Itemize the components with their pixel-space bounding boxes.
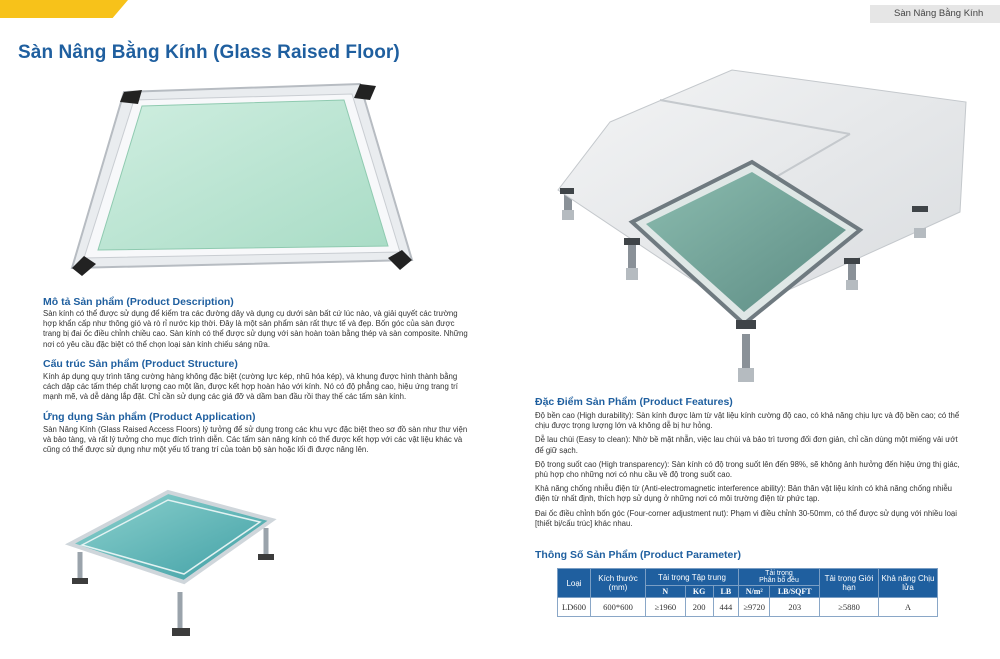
features-heading: Đặc Điểm Sản Phẩm (Product Features) bbox=[535, 396, 733, 408]
cell-size: 600*600 bbox=[591, 598, 646, 617]
th-distributed-top: Tải trọng bbox=[765, 570, 793, 577]
raised-floor-image bbox=[520, 62, 980, 392]
cell-fire: A bbox=[879, 598, 938, 617]
glass-tile-image bbox=[64, 80, 424, 280]
th-n: N bbox=[646, 586, 686, 598]
application-body: Sàn Nâng Kính (Glass Raised Access Floors) lý tưởng để sử dụng trong các khu vực đặc biệt theo sơ đồ sàn như thư viện và bảo tàng, và rất lý tưởng cho mục đích trình diễn. Các tấm sàn nâng kính có thể được kết hợp với các vật liệu khác và cũng có thể được sử dụng như một yếu tố trang trí của toàn bộ sàn hoặc lối đi được nâng lên. bbox=[43, 425, 468, 455]
th-fire: Khả năng Chịu lửa bbox=[879, 569, 938, 598]
th-nm2: N/m² bbox=[738, 586, 769, 598]
th-ultimate: Tải trọng Giới hạn bbox=[820, 569, 879, 598]
table-row bbox=[558, 598, 938, 617]
structure-body: Kính áp dụng quy trình tăng cường hàng không đặc biệt (cường lực kép, nhũ hóa kép), và khung được hình thành bằng cách dập các tấm thép chất lượng cao một lần, được kết hợp hoàn hảo với kính. Nó có độ phẳng cao, hiệu ứng trang trí mạnh mẽ, và dễ dàng lắp đặt. Chỉ cần sử dụng các giá đỡ và dầm ban đầu rồi thay thế các tấm sàn kính. bbox=[43, 372, 458, 402]
glass-floor-installation-image bbox=[60, 462, 290, 642]
header-section-label: Sàn Nâng Bằng Kính bbox=[870, 5, 1000, 23]
cell-type: LD600 bbox=[558, 598, 591, 617]
application-heading: Ứng dụng Sản phẩm (Product Application) bbox=[43, 411, 256, 423]
th-lbsqft: LB/SQFT bbox=[770, 586, 820, 598]
feature-item: Độ bền cao (High durability): Sàn kính được làm từ vật liệu kính cường độ cao, có khả năng chịu lực và độ bền cao; có thể chịu được trọng lượng lớn và không dễ bị hư hỏng. bbox=[535, 411, 960, 431]
header-accent-tab bbox=[0, 0, 128, 18]
th-distributed bbox=[738, 569, 819, 586]
description-heading: Mô tả Sản phẩm (Product Description) bbox=[43, 296, 234, 308]
parameters-heading: Thông Số Sản Phẩm (Product Parameter) bbox=[535, 549, 741, 561]
feature-item: Khả năng chống nhiễu điện từ (Anti-electromagnetic interference ability): Bản thân vật liệu kính có khả năng chống nhiễu điện từ nhất định, thích hợp sử dụng ở những nơi có môi trường điện từ phức tạp. bbox=[535, 484, 952, 504]
th-concentrated: Tải trọng Tập trung bbox=[646, 569, 739, 586]
cell-lb: 444 bbox=[713, 598, 738, 617]
feature-item: Độ trong suốt cao (High transparency): Sàn kính có độ trong suốt lên đến 98%, sẽ không ảnh hưởng đến hiệu ứng thị giác, phù hợp cho những nơi có nhu cầu về độ trong suốt cao. bbox=[535, 459, 960, 480]
cell-lbsqft: 203 bbox=[770, 598, 820, 617]
parameters-table bbox=[557, 568, 938, 617]
feature-item: Đai ốc điều chỉnh bốn góc (Four-corner adjustment nut): Phạm vi điều chỉnh 30-50mm, có thể được sử dụng với nhiều loại [thiết bị/cấu trúc] khác nhau. bbox=[535, 508, 957, 528]
cell-kg: 200 bbox=[685, 598, 713, 617]
th-type: Loại bbox=[558, 569, 591, 598]
feature-item: Dễ lau chùi (Easy to clean): Nhờ bề mặt nhẵn, việc lau chùi và bảo trì tương đối đơn giản, chỉ cần dùng một miếng vải ướt để giữ sạch. bbox=[535, 435, 958, 455]
cell-nm2: ≥9720 bbox=[738, 598, 769, 617]
th-distributed-sub: Phân bố đều bbox=[759, 577, 799, 584]
structure-heading: Cấu trúc Sản phẩm (Product Structure) bbox=[43, 358, 238, 370]
page-title: Sàn Nâng Bằng Kính (Glass Raised Floor) bbox=[18, 42, 400, 63]
th-kg: KG bbox=[685, 586, 713, 598]
cell-ultimate: ≥5880 bbox=[820, 598, 879, 617]
th-lb: LB bbox=[713, 586, 738, 598]
cell-n: ≥1960 bbox=[646, 598, 686, 617]
th-size: Kích thước (mm) bbox=[591, 569, 646, 598]
description-body: Sàn kính có thể được sử dụng để kiểm tra các đường dây và dụng cụ dưới sàn bất cứ lúc nào, và giải quyết các trường hợp khẩn cấp như thông gió và rò rỉ nước kịp thời. Đây là một sản phẩm sàn rất thực tế và đẹp. Bốn góc của sàn được trang bị đai ốc điều chỉnh chiều cao. Sàn kính có thể được sử dụng với sàn hoàn toàn bằng thép và sàn composite. Những nơi có yêu cầu đặc biệt có thể chọn loại sàn kính chiếu sáng nữa. bbox=[43, 309, 468, 349]
features-list bbox=[535, 411, 965, 533]
